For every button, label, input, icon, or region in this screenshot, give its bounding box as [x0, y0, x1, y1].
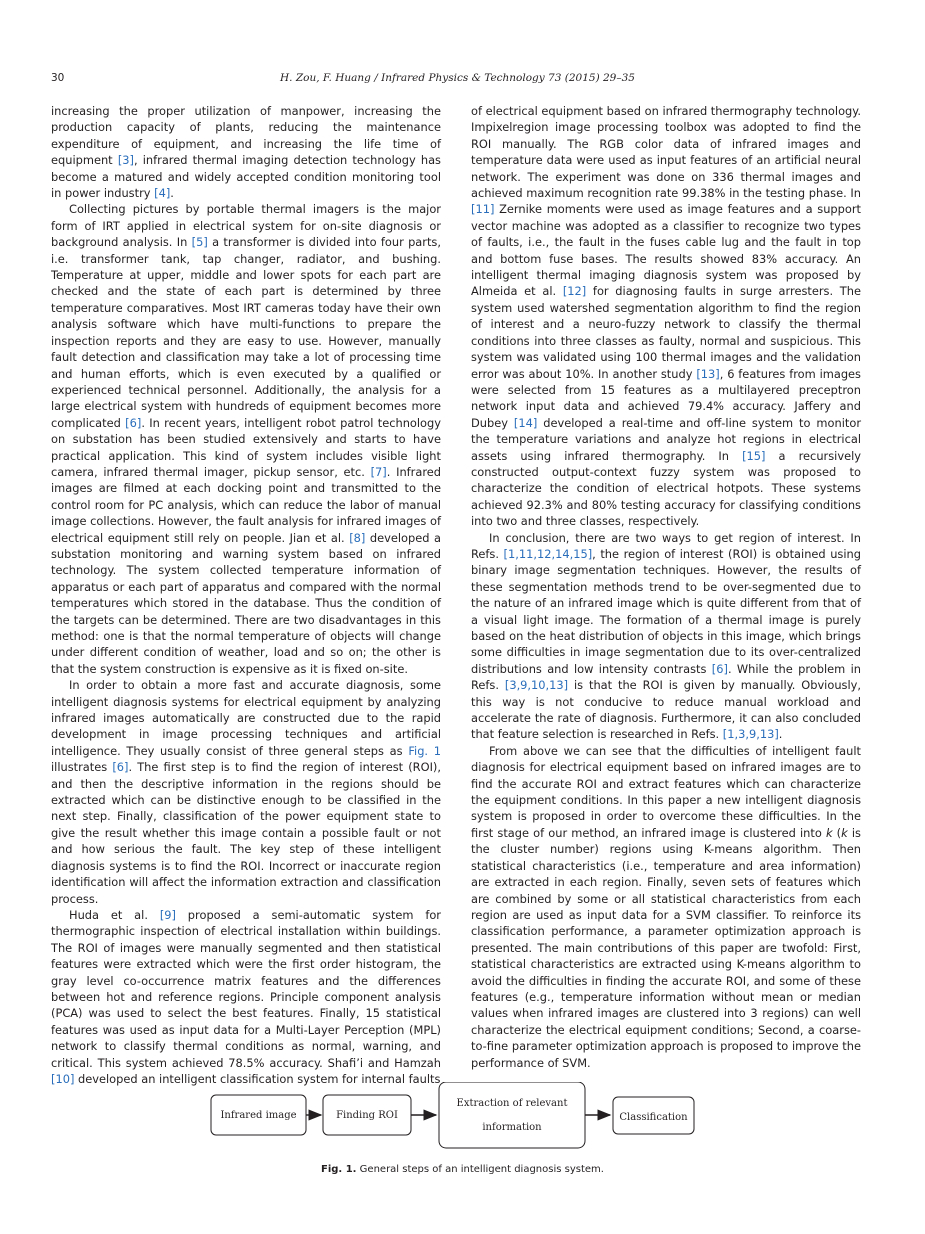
- citation-link[interactable]: [6]: [125, 415, 142, 430]
- step-finding-roi: [323, 1095, 411, 1135]
- citation-link[interactable]: [13]: [696, 366, 720, 381]
- citation-link[interactable]: [8]: [349, 530, 366, 545]
- text-run: developed a substation monitoring and warning system based on infrared technology. The system collected temperature information of apparatus or each part of apparatus and compared with the normal temperatures which stored in the database. Thus the condition of the targets can be determined. There are two disadvantages in this method: one is that the normal temperature of objects will change under different condition of weather, load and so on; the other is that the system construction is expensive as it is fixed on-site.: [51, 530, 441, 676]
- text-run: a transformer is divided into four parts, i.e. transformer tank, tap changer, radiator, and bushing. Temperature at upper, middle and lower spots for each part are checked and the state of each part is determined by three temperature comparatives. Most IRT cameras today have their own analysis software which have multi-functions to prepare the inspection reports and they are easy to use. However, manually fault detection and classification may take a lot of processing time and human efforts, which is even executed by a qualified or experienced technical personnel. Additionally, the analysis for a large electrical system with hundreds of equipment becomes more complicated: [51, 235, 441, 430]
- text-run: developed an intelligent classification system for internal faults: [74, 1071, 441, 1086]
- step-finding-roi-label: Finding ROI: [336, 1110, 398, 1121]
- step-extraction: [439, 1082, 585, 1148]
- paragraph: [471, 103, 861, 530]
- step-classification: [613, 1097, 694, 1134]
- citation-link[interactable]: [1,3,9,13]: [722, 727, 779, 742]
- citation-link[interactable]: Fig. 1: [408, 743, 442, 758]
- citation-link[interactable]: [12]: [562, 284, 587, 299]
- citation-link[interactable]: [1,11,12,14,15]: [503, 546, 593, 561]
- paragraph: [51, 201, 441, 677]
- citation-link[interactable]: [10]: [51, 1071, 75, 1086]
- text-run: Zernike moments were used as image features and a support vector machine was adopted as a classifier to recognize two types of faults, i.e., the fault in the fuses cable lug and the fault in top and bottom fuse bases. The results showed 83% accuracy. An intelligent thermal imaging diagnosis system was proposed by Almeida et al.: [471, 202, 861, 299]
- step-infrared-image: [211, 1095, 306, 1135]
- paragraph: [51, 103, 441, 201]
- step-extraction-label-2: information: [482, 1122, 542, 1133]
- figure-caption: [0, 1164, 925, 1175]
- text-run: proposed a semi-automatic system for thermographic inspection of electrical installation within buildings. The ROI of images were manually segmented and then statistical features were extracted which were the first order histogram, the gray level co-occurrence matrix features and the differences between hot and reference regions. Principle component analysis (PCA) was used to select the best features. Finally, 15 statistical features was used as input data for a Multi-Layer Perception (MPL) network to classify thermal conditions as normal, warning, and critical. This system achieved 78.5% accuracy. Shafi’i and Hamzah: [51, 907, 441, 1070]
- text-run: . The first step is to find the region of interest (ROI), and then the descriptive information in the regions should be extracted which can be distinctive enough to be classified in the next step. Finally, classification of the power equipment state to give the result whether this image contain a possible fault or not and how serious the fault. The key step of these intelligent diagnosis systems is to find the ROI. Incorrect or inaccurate region identification will affect the information extraction and classification process.: [51, 760, 441, 906]
- flow-diagram: [0, 1082, 925, 1164]
- figure-1: [0, 1082, 925, 1192]
- citation-link[interactable]: [4]: [154, 186, 171, 201]
- text-run: .: [170, 186, 174, 201]
- paragraph: [51, 907, 441, 1087]
- citation-link[interactable]: [11]: [471, 202, 495, 217]
- step-classification-label: Classification: [619, 1112, 688, 1123]
- text-run: is that the ROI is given by manually. Obviously, this way is not conducive to reduce manual workload and accelerate the rate of diagnosis. Furthermore, it can also concluded that feature selection is researched in Refs.: [471, 678, 861, 742]
- text-run: developed a real-time and off-line system to monitor the temperature variations and analyze hot regions in electrical assets using infrared thermography. In: [471, 415, 861, 463]
- step-extraction-label-1: Extraction of relevant: [456, 1098, 568, 1109]
- text-run: k: [825, 825, 833, 840]
- text-run: From above we can see that the difficulties of intelligent fault diagnosis for electrical equipment based on infrared images are to find the accurate ROI and extract features which can characterize the equipment conditions. In this paper a new intelligent diagnosis system is proposed in order to overcome these difficulties. In the first stage of our method, an infrared image is clustered into: [471, 743, 861, 840]
- step-infrared-image-label: Infrared image: [220, 1110, 297, 1121]
- text-run: k: [841, 825, 848, 840]
- text-run: . Infrared images are filmed at each docking point and transmitted to the control room for PC analysis, which can reduce the labor of manual image collections. However, the fault analysis for infrared images of electrical equipment still rely on people. Jian et al.: [51, 464, 442, 545]
- citation-link[interactable]: [14]: [513, 415, 538, 430]
- caption-text: General steps of an intelligent diagnosis system.: [359, 1164, 604, 1175]
- citation-link[interactable]: [6]: [112, 760, 129, 775]
- citation-link[interactable]: [7]: [370, 464, 387, 479]
- text-run: illustrates: [51, 760, 113, 775]
- text-run: .: [778, 727, 783, 742]
- text-run: for diagnosing faults in surge arresters. The system used watershed segmentation algorithm to find the region of interest and a neuro-fuzzy network to classify the thermal conditions into three classes as faulty, normal and suspicious. This system was validated using 100 thermal images and the validation error was about 10%. In another study: [471, 284, 861, 381]
- text-run: of electrical equipment based on infrared thermography technology. Impixelregion image processing toolbox was adopted to find the ROI manually. The RGB color data of infrared images and temperature data were used as input features of an artificial neural network. The experiment was done on 336 thermal images and achieved maximum recognition rate 99.38% in the testing phase. In: [471, 104, 861, 201]
- citation-link[interactable]: [3]: [117, 153, 134, 168]
- text-run: (: [832, 825, 842, 840]
- text-run: Huda et al.: [69, 907, 160, 922]
- text-run: a recursively constructed output-context fuzzy system was proposed to characterize the condition of electrical hotpots. These systems achieved 92.3% and 80% testing accuracy for classifying conditions into two and three classes, respectively.: [471, 448, 861, 529]
- paragraph: [471, 530, 861, 743]
- page-number: 30: [51, 72, 65, 84]
- citation-link[interactable]: [15]: [742, 448, 766, 463]
- right-column: [471, 103, 861, 1071]
- left-column: [51, 103, 441, 1087]
- text-run: , the region of interest (ROI) is obtained using binary image segmentation techniques. However, the results of these segmentation methods trend to be over-segmented due to the nature of an infrared image which is quite different from that of a visual light image. The formation of a thermal image is purely based on the heat distribution of objects in this image, which brings some difficulties in image segmentation due to its over-centralized distributions and low intensity contrasts: [471, 546, 861, 676]
- running-title: H. Zou, F. Huang / Infrared Physics & Technology 73 (2015) 29–35: [280, 72, 635, 84]
- paragraph: [51, 677, 441, 907]
- citation-link[interactable]: [3,9,10,13]: [504, 678, 569, 693]
- citation-link[interactable]: [6]: [711, 661, 728, 676]
- paragraph: [471, 743, 861, 1071]
- text-run: , infrared thermal imaging detection technology has become a matured and widely accepted condition monitoring tool in power industry: [51, 153, 441, 201]
- text-run: In conclusion, there are two ways to get region of interest. In Refs.: [471, 530, 861, 561]
- text-run: . While the problem in Refs.: [471, 661, 861, 693]
- text-run: increasing the proper utilization of manpower, increasing the production capacity of plants, reducing the maintenance expenditure of equipment, and increasing the life time of equipment: [51, 104, 441, 168]
- text-run: Collecting pictures by portable thermal imagers is the major form of IRT applied in electrical system for on-site diagnosis or background analysis. In: [51, 202, 441, 250]
- text-run: is the cluster number) regions using K-means algorithm. Then statistical characteristics (i.e., temperature and area information) are extracted in each region. Finally, seven sets of features which are combined by some or all statistical characteristics from each region are used as input data for a SVM classifier. To reinforce its classification performance, a parameter optimization approach is presented. The main contributions of this paper are twofold: First, statistical characteristics are extracted using K-means algorithm to avoid the difficulties in finding the accurate ROI, and some of these features (e.g., temperature information without mean or median values when infrared images are clustered into 3 regions) can well characterize the electrical equipment conditions; Second, a coarse-to-fine parameter optimization approach is proposed to improve the performance of SVM.: [471, 825, 861, 1070]
- text-run: , 6 features from images were selected from 15 features as a multilayered preceptron network input data and achieved 79.4% accuracy. Jaffery and Dubey: [471, 366, 861, 430]
- citation-link[interactable]: [5]: [191, 235, 208, 250]
- citation-link[interactable]: [9]: [159, 907, 176, 922]
- text-run: . In recent years, intelligent robot patrol technology on substation has been studied extensively and starts to have practical application. This kind of system includes visible light camera, infrared thermal imager, pickup sensor, etc.: [51, 415, 441, 479]
- running-header: [51, 72, 864, 88]
- caption-label: Fig. 1.: [321, 1164, 357, 1175]
- text-run: In order to obtain a more fast and accurate diagnosis, some intelligent diagnosis systems for electrical equipment by analyzing infrared images automatically are constructed due to the rapid development in image processing techniques and artificial intelligence. They usually consist of three general steps as: [51, 678, 441, 758]
